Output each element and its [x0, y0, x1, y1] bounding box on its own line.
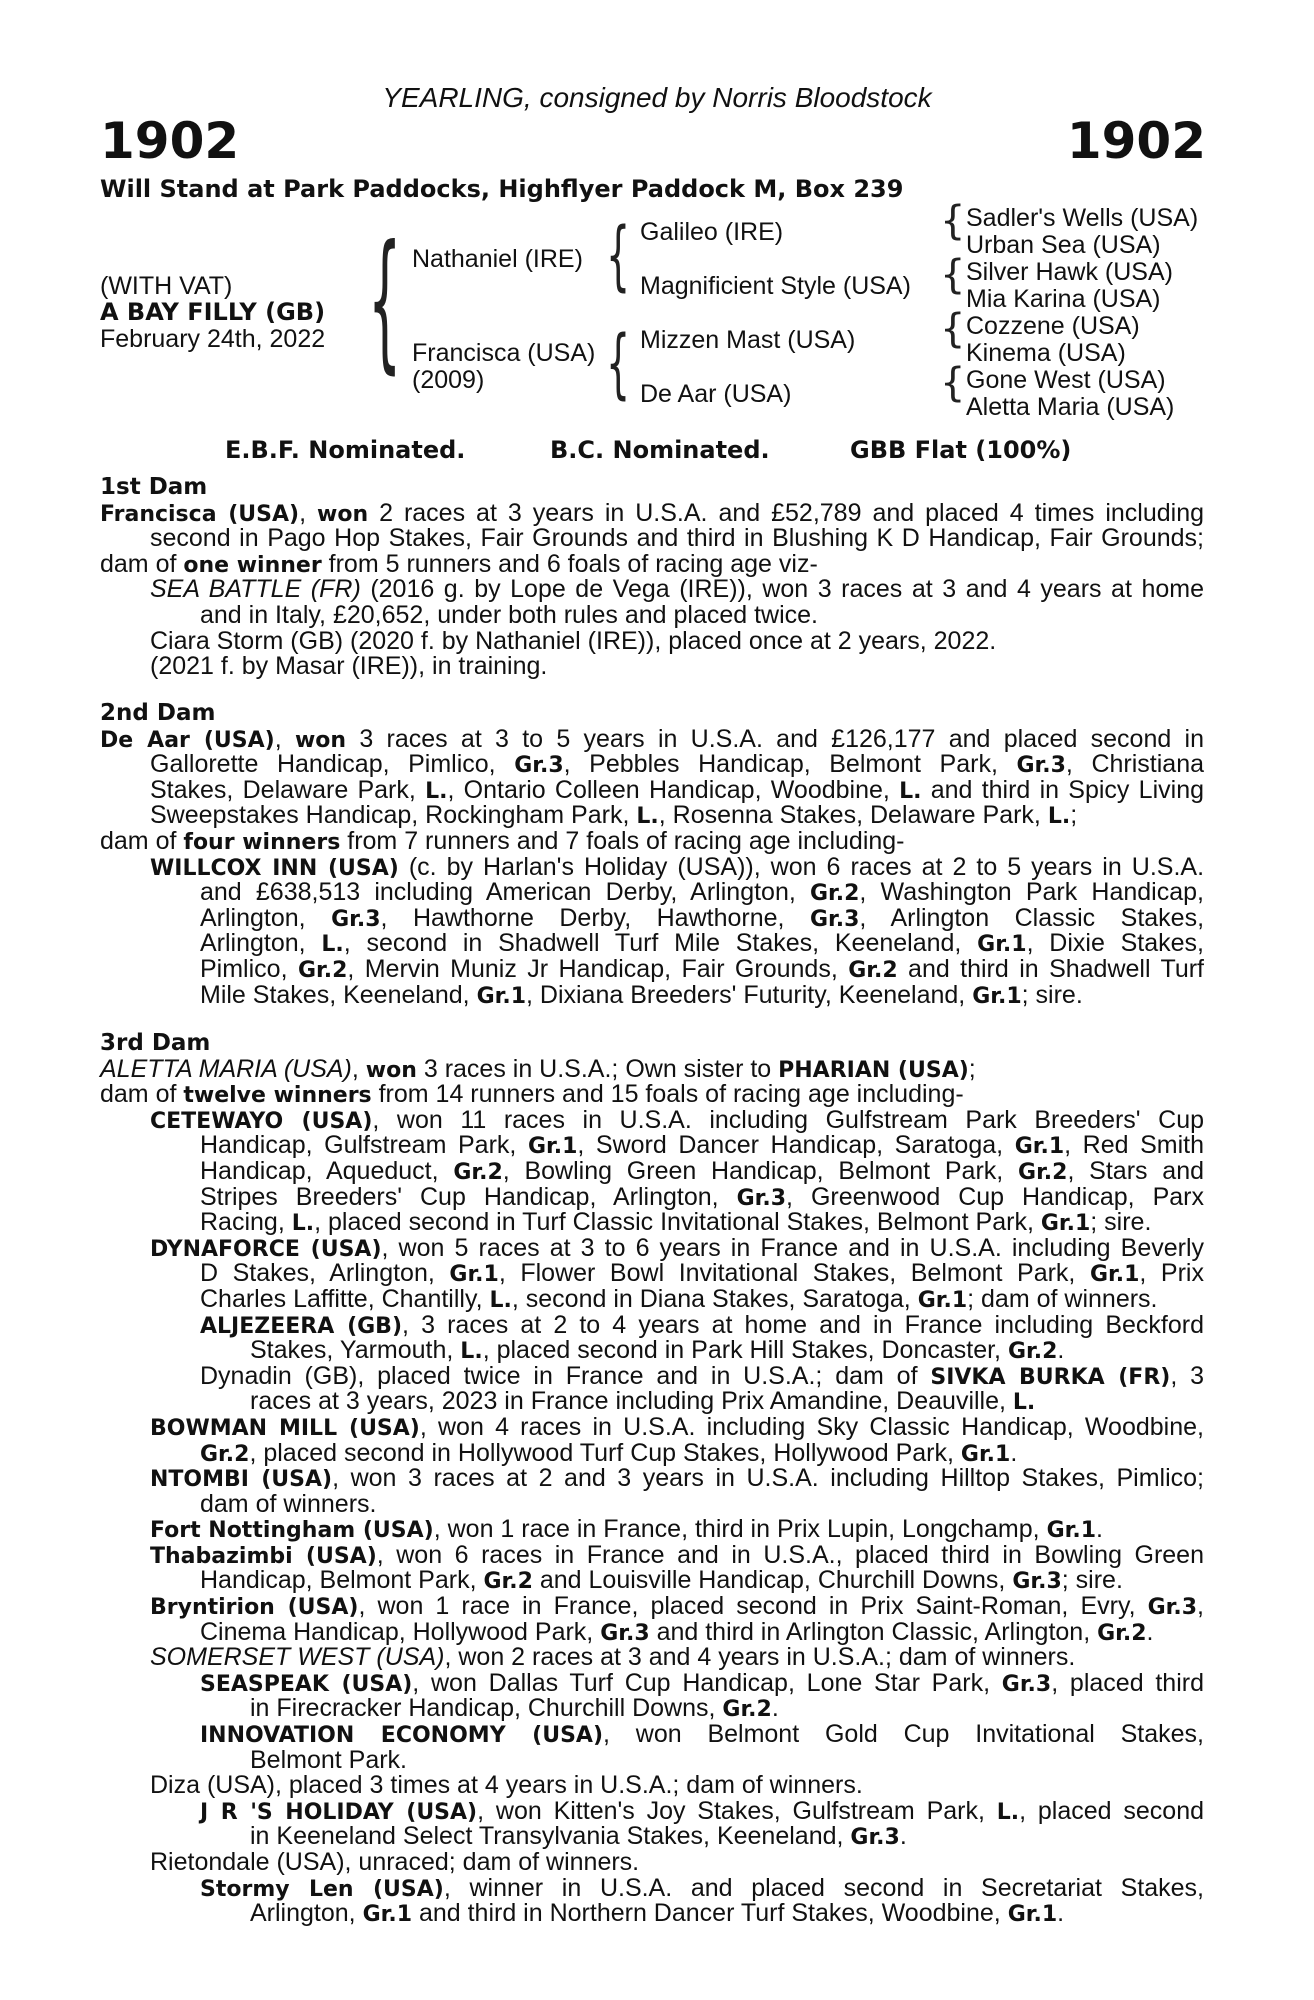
- pedigree-gg-3: Silver Hawk (USA): [966, 258, 1173, 286]
- pedigree-dam-year: (2009): [412, 366, 485, 394]
- second-dam-line: De Aar (USA), won 3 races at 3 to 5 years in U.S.A. and £126,177 and placed second in: [100, 726, 1204, 753]
- progeny-line: D Stakes, Arlington, Gr.1, Flower Bowl Invitational Stakes, Belmont Park, Gr.1, Prix: [200, 1261, 1204, 1287]
- progeny-line: (2021 f. by Masar (IRE)), in training.: [150, 652, 548, 681]
- second-dam-line: Sweepstakes Handicap, Rockingham Park, L., Rosenna Stakes, Delaware Park, L.;: [150, 801, 1078, 830]
- progeny-line: Racing, L., placed second in Turf Classic Invitational Stakes, Belmont Park, Gr.1; sire.: [200, 1208, 1152, 1237]
- progeny-line: Thabazimbi (USA), won 6 races in France and in U.S.A., placed third in Bowling Green: [150, 1542, 1204, 1569]
- progeny-line: SEA BATTLE (FR) (2016 g. by Lope de Vega (IRE)), won 3 races at 3 and 4 years at home: [150, 577, 1204, 603]
- lot-number-left: 1902: [100, 112, 240, 170]
- progeny-line: Gr.2, placed second in Hollywood Turf Cup Stakes, Hollywood Park, Gr.1.: [200, 1438, 1018, 1467]
- progeny-line: and in Italy, £20,652, under both rules and placed twice.: [200, 600, 819, 629]
- progeny-line: BOWMAN MILL (USA), won 4 races in U.S.A. including Sky Classic Handicap, Woodbine,: [150, 1414, 1204, 1441]
- vat-note: (WITH VAT): [100, 272, 233, 300]
- third-dam-line: ALETTA MARIA (USA), won 3 races in U.S.A.; Own sister to PHARIAN (USA);: [100, 1054, 976, 1083]
- second-dam-heading: 2nd Dam: [100, 700, 216, 726]
- progeny-line: dam of winners.: [200, 1489, 377, 1518]
- first-dam-line: second in Pago Hop Stakes, Fair Grounds and third in Blushing K D Handicap, Fair Grounds;: [150, 526, 1204, 552]
- second-dam-line: Gallorette Handicap, Pimlico, Gr.3, Pebbles Handicap, Belmont Park, Gr.3, Christiana: [150, 752, 1204, 778]
- progeny-line: J R 'S HOLIDAY (USA), won Kitten's Joy Stakes, Gulfstream Park, L., placed second: [200, 1798, 1204, 1825]
- pedigree-gg-8: Aletta Maria (USA): [966, 393, 1175, 421]
- foaling-date: February 24th, 2022: [100, 325, 326, 353]
- pedigree-gg-5: Cozzene (USA): [966, 312, 1140, 340]
- third-dam-line: dam of twelve winners from 14 runners and 15 foals of racing age including-: [100, 1080, 964, 1109]
- progeny-line: SOMERSET WEST (USA), won 2 races at 3 and 4 years in U.S.A.; dam of winners.: [150, 1643, 1076, 1672]
- bc-nomination: B.C. Nominated.: [550, 436, 770, 464]
- progeny-line: Bryntirion (USA), won 1 race in France, placed second in Prix Saint-Roman, Evry, Gr.3,: [150, 1594, 1204, 1620]
- pedigree-gg-2: Urban Sea (USA): [966, 231, 1161, 259]
- progeny-line: Arlington, Gr.3, Hawthorne Derby, Hawthorne, Gr.3, Arlington Classic Stakes,: [200, 905, 1204, 932]
- progeny-line: Cinema Handicap, Hollywood Park, Gr.3 and third in Arlington Classic, Arlington, Gr.2.: [200, 1617, 1154, 1646]
- progeny-line: Belmont Park.: [250, 1745, 408, 1774]
- progeny-line: races at 3 years, 2023 in France including Prix Amandine, Deauville, L.: [250, 1387, 1036, 1416]
- lot-number-right: 1902: [1066, 112, 1206, 170]
- pedigree-brace-sire: {: [606, 210, 631, 299]
- progeny-line: Handicap, Aqueduct, Gr.2, Bowling Green Handicap, Belmont Park, Gr.2, Stars and: [200, 1158, 1204, 1185]
- progeny-line: Handicap, Belmont Park, Gr.2 and Louisville Handicap, Churchill Downs, Gr.3; sire.: [200, 1566, 1123, 1595]
- progeny-line: Handicap, Gulfstream Park, Gr.1, Sword Dancer Handicap, Saratoga, Gr.1, Red Smith: [200, 1133, 1204, 1159]
- pedigree-gg-1: Sadler's Wells (USA): [966, 204, 1199, 232]
- first-dam-heading: 1st Dam: [100, 474, 208, 500]
- progeny-line: Stormy Len (USA), winner in U.S.A. and placed second in Secretariat Stakes,: [200, 1875, 1204, 1902]
- pedigree-gg-7: Gone West (USA): [966, 366, 1166, 394]
- stand-location: Will Stand at Park Paddocks, Highflyer Paddock M, Box 239: [100, 175, 904, 203]
- progeny-line: Charles Laffitte, Chantilly, L., second in Diana Stakes, Saratoga, Gr.1; dam of winners.: [200, 1284, 1158, 1313]
- first-dam-section: [100, 475, 1204, 680]
- progeny-line: NTOMBI (USA), won 3 races at 2 and 3 years in U.S.A. including Hilltop Stakes, Pimlico;: [150, 1466, 1204, 1492]
- pedigree-sire-dam: Magnificient Style (USA): [640, 272, 911, 300]
- progeny-line: ALJEZEERA (GB), 3 races at 2 to 4 years at home and in France including Beckford: [200, 1312, 1204, 1339]
- progeny-line: Pimlico, Gr.2, Mervin Muniz Jr Handicap, Fair Grounds, Gr.2 and third in Shadwell Turf: [200, 956, 1204, 983]
- gbb-nomination: GBB Flat (100%): [850, 436, 1072, 464]
- progeny-line: Dynadin (GB), placed twice in France and in U.S.A.; dam of SIVKA BURKA (FR), 3: [200, 1363, 1204, 1390]
- progeny-line: WILLCOX INN (USA) (c. by Harlan's Holiday (USA)), won 6 races at 2 to 5 years in U.S.A.: [150, 854, 1204, 881]
- progeny-line: Arlington, L., second in Shadwell Turf Mile Stakes, Keeneland, Gr.1, Dixie Stakes,: [200, 931, 1204, 957]
- progeny-line: Rietondale (USA), unraced; dam of winners.: [150, 1848, 640, 1876]
- pedigree-brace-main: {: [368, 214, 402, 388]
- progeny-line: Ciara Storm (GB) (2020 f. by Nathaniel (IRE)), placed once at 2 years, 2022.: [150, 626, 997, 655]
- third-dam-section: [100, 1031, 1204, 1927]
- progeny-line: and £638,513 including American Derby, Arlington, Gr.2, Washington Park Handicap,: [200, 880, 1204, 906]
- first-dam-line: Francisca (USA), won 2 races at 3 years in U.S.A. and £52,789 and placed 4 times including: [100, 500, 1204, 527]
- pedigree-brace-dam: {: [606, 318, 631, 407]
- pedigree-sire: Nathaniel (IRE): [412, 245, 583, 273]
- first-dam-line: dam of one winner from 5 runners and 6 foals of racing age viz-: [100, 549, 818, 578]
- horse-name: A BAY FILLY (GB): [100, 298, 326, 326]
- pedigree-brace-g1: {: [940, 198, 966, 244]
- progeny-line: SEASPEAK (USA), won Dallas Turf Cup Handicap, Lone Star Park, Gr.3, placed third: [200, 1670, 1204, 1697]
- third-dam-heading: 3rd Dam: [100, 1030, 211, 1056]
- progeny-line: Stripes Breeders' Cup Handicap, Arlington, Gr.3, Greenwood Cup Handicap, Parx: [200, 1184, 1204, 1211]
- pedigree-brace-g2: {: [940, 252, 966, 298]
- pedigree-brace-g4: {: [940, 360, 966, 406]
- pedigree-sire-sire: Galileo (IRE): [640, 218, 784, 246]
- consignment-subtitle: YEARLING, consigned by Norris Bloodstock: [382, 82, 932, 113]
- ebf-nomination: E.B.F. Nominated.: [225, 436, 466, 464]
- progeny-line: INNOVATION ECONOMY (USA), won Belmont Gold Cup Invitational Stakes,: [200, 1722, 1204, 1748]
- progeny-line: DYNAFORCE (USA), won 5 races at 3 to 6 years in France and in U.S.A. including Beverly: [150, 1235, 1204, 1262]
- pedigree-dam-sire: Mizzen Mast (USA): [640, 326, 856, 354]
- progeny-line: Diza (USA), placed 3 times at 4 years in U.S.A.; dam of winners.: [150, 1771, 863, 1800]
- progeny-line: in Keeneland Select Transylvania Stakes, Keeneland, Gr.3.: [250, 1822, 907, 1851]
- second-dam-line: dam of four winners from 7 runners and 7 foals of racing age including-: [100, 826, 905, 855]
- pedigree-dam: Francisca (USA): [412, 339, 596, 367]
- progeny-line: in Firecracker Handicap, Churchill Downs, Gr.2.: [250, 1694, 779, 1723]
- progeny-line: Arlington, Gr.1 and third in Northern Dancer Turf Stakes, Woodbine, Gr.1.: [250, 1899, 1065, 1928]
- progeny-line: Stakes, Yarmouth, L., placed second in Park Hill Stakes, Doncaster, Gr.2.: [250, 1336, 1065, 1365]
- progeny-line: Mile Stakes, Keeneland, Gr.1, Dixiana Breeders' Futurity, Keeneland, Gr.1; sire.: [200, 980, 1083, 1009]
- progeny-line: CETEWAYO (USA), won 11 races in U.S.A. including Gulfstream Park Breeders' Cup: [150, 1107, 1204, 1134]
- pedigree-gg-6: Kinema (USA): [966, 339, 1126, 367]
- pedigree-gg-4: Mia Karina (USA): [966, 285, 1161, 313]
- pedigree-dam-dam: De Aar (USA): [640, 380, 792, 408]
- progeny-line: Fort Nottingham (USA), won 1 race in France, third in Prix Lupin, Longchamp, Gr.1.: [150, 1515, 1103, 1544]
- pedigree-brace-g3: {: [940, 306, 966, 352]
- second-dam-line: Stakes, Delaware Park, L., Ontario Colleen Handicap, Woodbine, L. and third in Spicy Living: [150, 777, 1204, 804]
- second-dam-section: [100, 701, 1204, 1008]
